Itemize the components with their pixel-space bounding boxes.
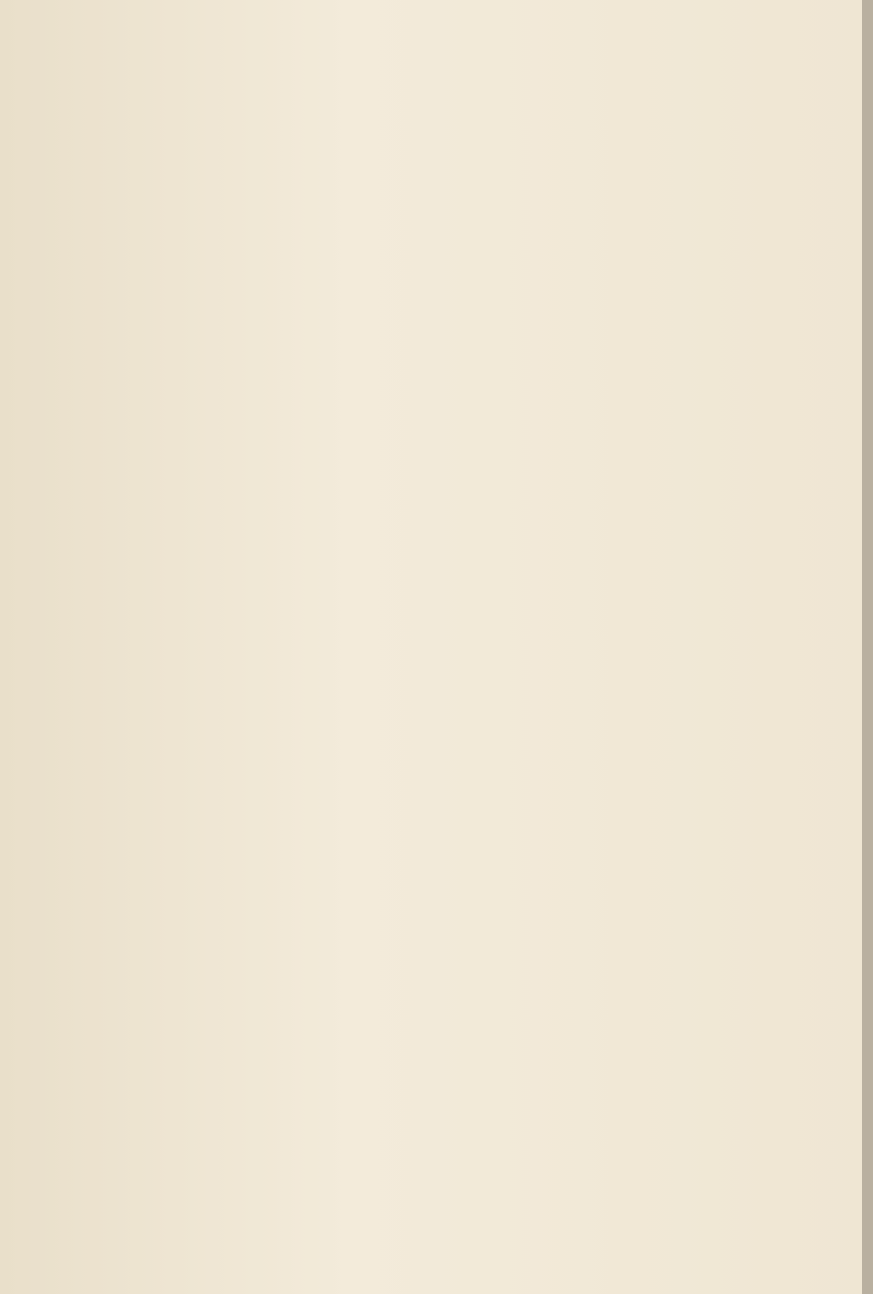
header-est-name bbox=[804, 148, 862, 244]
